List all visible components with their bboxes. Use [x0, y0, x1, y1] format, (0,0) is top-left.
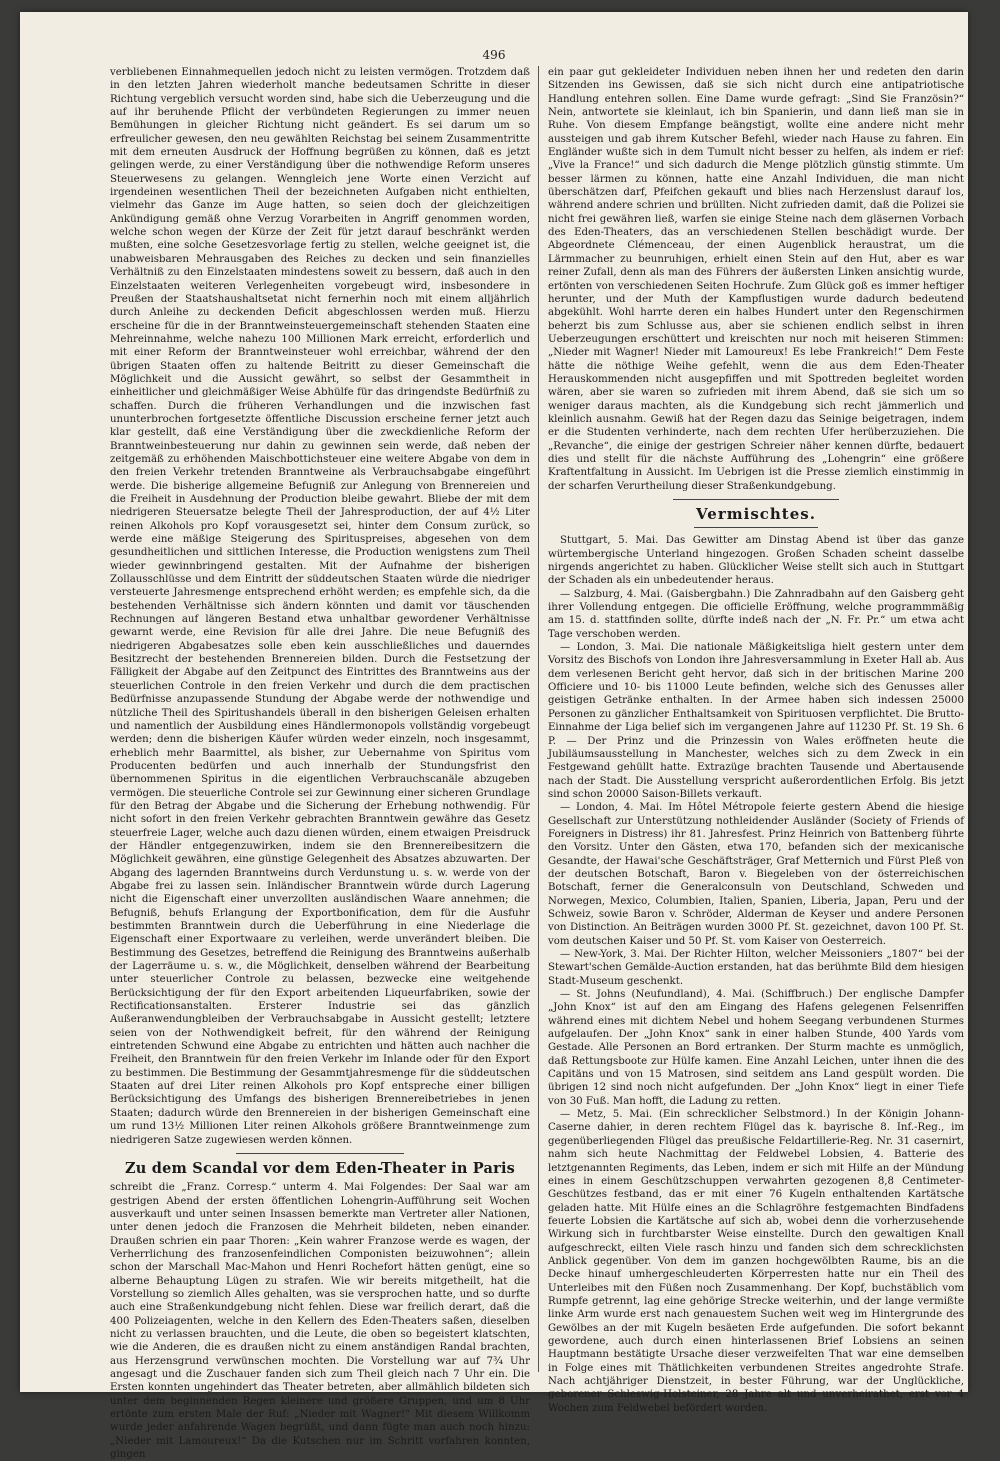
news-item: — St. Johns (Neufundland), 4. Mai. (Schiffbruch.) Der englische Dampfer „John Knox“ ist auf den am Eingang des Hafens gelegenen Felsenriffen während eines mit dichtem Nebel und hohem Seegang verbundenen Sturmes aufgelaufen. Der „John Knox“ sank in einer halben Stunde, 400 Yards vom Gestade. Alle Personen an Bord ertranken. Der Sturm machte es unmöglich, daß Rettungsboote zur Hülfe kamen. Eine Anzahl Leichen, unter ihnen die des Capitäns und von 15 Matrosen, sind seitdem ans Land gespült worden. Die übrigen 12 sind noch nicht aufgefunden. Der „John Knox“ liegt in einer Tiefe von 30 Fuß. Man hofft, die Ladung zu retten.	[548, 989, 964, 1107]
news-item: — London, 4. Mai. Im Hôtel Métropole feierte gestern Abend die hiesige Gesellschaft zur Unterstützung nothleidender Ausländer (Society of Friends of Foreigners in Distress) ihr 81. Jahresfest. Prinz Heinrich von Battenberg führte den Vorsitz. Unter den Gästen, etwa 170, befanden sich der mexicanische Gesandte, der Hawai'sche Geschäftsträger, Graf Metternich und Fürst Pleß von der deutschen Botschaft, Baron v. Biegeleben von der österreichischen Botschaft, ferner die Generalconsuln von Deutschland, Schweden und Norwegen, Mexico, Columbien, Italien, Spanien, Liberia, Japan, Peru und der Schweiz, sowie Baron v. Schröder, Alderman de Keyser und andere Personen von Distinction. An Beiträgen wurden 3000 Pf. St. gezeichnet, davon 100 Pf. St. vom deutschen Kaiser und 50 Pf. St. vom Kaiser von Oesterreich.	[548, 802, 964, 947]
news-item: Stuttgart, 5. Mai. Das Gewitter am Dinstag Abend ist über das ganze würtembergische Unterland hingezogen. Großen Schaden scheint dasselbe nirgends angerichtet zu haben. Glücklicher Weise stellt sich auch in Stuttgart der Schaden als ein unbedeutender heraus.	[548, 535, 964, 587]
news-item: — London, 3. Mai. Die nationale Mäßigkeitsliga hielt gestern unter dem Vorsitz des Bischofs von London ihre Jahresversammlung in Exeter Hall ab. Aus dem verlesenen Bericht geht hervor, daß sich in der britischen Marine 200 Officiere und 10- bis 11000 Leute befinden, welche sich des Genusses aller geistigen Getränke enthalten. In der Armee haben sich indessen 25000 Personen zu gänzlicher Enthaltsamkeit von Spirituosen verpflichtet. Die Brutto-Einnahme der Liga belief sich im vergangenen Jahre auf 11230 Pf. St. 19 Sh. 6 P. — Der Prinz und die Prinzessin von Wales eröffneten heute die Jubiläumsausstellung in Manchester, welches sich zu dem Zweck in ein Festgewand gehüllt hatte. Extrazüge brachten Tausende und Abertausende nach der Stadt. Die Ausstellung verspricht außerordentlichen Erfolg. Bis jetzt sind schon 20000 Saison-Billets verkauft.	[548, 642, 964, 800]
section-divider	[236, 1153, 404, 1154]
page-number: 496	[482, 48, 506, 62]
article-eden-theater-continued: ein paar gut gekleideter Individuen neben ihnen her und redeten den darin Sitzenden ins Gewissen, daß sie sich nicht durch eine antipatriotische Handlung entehren sollen. Eine Dame wurde gefragt: „Sind Sie Französin?“ Nein, antwortete sie kleinlaut, ich bin Spanierin, und dann ließ man sie in Ruhe. Von diesem Empfange beängstigt, wollte eine andere nicht mehr aussteigen und gab ihrem Kutscher Befehl, wieder nach Hause zu fahren. Ein Engländer wußte sich in dem Tumult nicht besser zu helfen, als indem er rief: „Vive la France!“ und sich dadurch die Menge plötzlich günstig stimmte. Um besser lärmen zu können, hatte eine Anzahl Individuen, die man nicht überschätzen darf, Pfeifchen gekauft und blies nach Herzenslust darauf los, während andere schrien und brüllten. Nicht zufrieden damit, daß die Polizei sie nicht frei gewähren ließ, warfen sie einige Steine nach dem gläsernen Vorbach des Eden-Theaters, das an verschiedenen Stellen beschädigt wurde. Der Abgeordnete Clémenceau, der einen Augenblick heraustrat, um die Lärmmacher zu beunruhigen, erhielt einen Stein auf den Hut, aber es war reiner Zufall, denn als man des Führers der äußersten Linken ansichtig wurde, ertönten von verschiedenen Seiten Hochrufe. Zum Glück goß es immer heftiger herunter, und der Muth der Kampflustigen wurde dadurch bedeutend abgekühlt. Wohl harrte deren ein halbes Hundert unter den Regenschirmen beherzt bis zum Schlusse aus, aber sie schienen endlich selbst in ihren Ueberzeugungen erschüttert und kreischten nur noch mit heiseren Stimmen: „Nieder mit Wagner! Nieder mit Lamoureux! Es lebe Frankreich!“ Dem Feste hätte die nöthige Weihe gefehlt, wenn die aus dem Eden-Theater Herauskommenden nicht ausgepfiffen und mit Spottreden begleitet worden wären, aber sie waren so zufrieden mit ihrem Abend, daß sie sich um so weniger daraus machten, als die Kundgebung sich recht jämmerlich und kleinlich ausnahm. Gewiß hat der Regen dazu das Seinige beigetragen, indem er die Studenten verhinderte, nach dem rechten Ufer herüberzuziehen. Die „Revanche“, die einige der gestrigen Schreier näher kennen dürfte, bedauert dies und stellt für die nächste Aufführung des „Lohengrin“ eine größere Kraftentfaltung in Aussicht. Im Uebrigen ist die Presse ziemlich einstimmig in der scharfen Verurtheilung dieser Straßenkundgebung.	[548, 67, 964, 492]
right-column	[548, 66, 964, 1414]
news-item: — Salzburg, 4. Mai. (Gaisbergbahn.) Die Zahnradbahn auf den Gaisberg geht ihrer Vollendung entgegen. Die officielle Eröffnung, welche programmmäßig am 15. d. stattfinden sollte, dürfte indeß nach der „N. Fr. Pr.“ um etwa acht Tage verschoben werden.	[548, 588, 964, 640]
newspaper-page	[20, 12, 968, 1461]
heading-eden-theater: Zu dem Scandal vor dem Eden-Theater in Paris	[124, 1159, 516, 1177]
section-divider	[673, 499, 839, 500]
news-item: — Metz, 5. Mai. (Ein schrecklicher Selbstmord.) In der Königin Johann-Caserne dahier, in deren rechtem Flügel das k. bayrische 8. Inf.-Reg., im gegenüberliegenden Flügel das preußische Feldartillerie-Reg. Nr. 31 casernirt, nahm sich heute Nachmittag der Feldwebel Lobsien, 4. Batterie des letztgenannten Regiments, das Leben, indem er sich mit Hilfe an der Mündung eines in einem Geschützschuppen verwahrten gezogenen 8,8 Centimeter-Geschützes festband, das er mit einer 76 Kugeln enthaltenden Kartätsche geladen hatte. Mit Hülfe eines an die Schlagröhre festgemachten Bindfadens feuerte Lobsien die Kartätsche auf sich ab, wobei denn die vorherzusehende Wirkung sich in furchtbarster Weise einstellte. Durch den gewaltigen Knall aufgeschreckt, eilten Viele rasch hinzu und fanden sich dem schrecklichsten Anblick gegenüber. Von dem im ganzen hochgewölbten Raume, bis an die Decke hinauf umhergeschleuderten Körperresten hatte nur ein Theil des Unterleibes mit den Füßen noch Zusammenhang. Der Kopf, buchstäblich vom Rumpfe getrennt, lag eine gehörige Strecke weiterhin, und der lange vermißte linke Arm wurde erst nach genauestem Suchen weit weg im Hintergrunde des Gewölbes an der mit Kugeln besäeten Erde aufgefunden. Die sofort bekannt gewordene, auch durch einen hinterlassenen Brief Lobsiens an seinen Hauptmann bestätigte Ursache dieser verzweifelten That war eine demselben in Folge eines mit Thätlichkeiten verbundenen Streites angedrohte Strafe. Nach achtjähriger Dienstzeit, in bester Führung, war der Unglückliche, geborener Schleswig-Holsteiner, 28 Jahre alt und unverheirathet, erst vor 4 Wochen zum Feldwebel befördert worden.	[548, 1109, 964, 1414]
left-column	[110, 66, 530, 1461]
heading-vermischtes: Vermischtes.	[696, 505, 816, 523]
article-eden-theater: schreibt die „Franz. Corresp.“ unterm 4. Mai Folgendes: Der Saal war am gestrigen Abend der ersten öffentlichen Lohengrin-Aufführung seit Wochen ausverkauft und unter seinen Insassen bemerkte man Vertreter aller Nationen, unter denen jedoch die Franzosen die Mehrheit bildeten, neben einander. Draußen schrien ein paar Thoren: „Kein wahrer Franzose werde es wagen, der Verherrlichung des franzosenfeindlichen Componisten beizuwohnen“; allein schon der Marschall Mac-Mahon und Henri Rochefort hätten genügt, eine so alberne Behauptung Lügen zu strafen. Wie wir bereits mitgetheilt, hat die Vorstellung so ziemlich Alles gehalten, was sie versprochen hatte, und so durfte auch eine Straßenkundgebung nicht fehlen. Diese war freilich derart, daß die 400 Polizeiagenten, welche in den Kellern des Eden-Theaters saßen, dieselben nicht zu verlassen brauchten, und die Leute, die oben so begeistert klatschten, wie die Anderen, die es draußen nicht zu einem anständigen Randal brachten, aus Herzensgrund verwünschen mochten. Die Vorstellung war auf 7¾ Uhr angesagt und die Zuschauer fanden sich zum Theil gleich nach 7 Uhr ein. Die Ersten konnten ungehindert das Theater betreten, aber allmählich bildeten sich unter dem beginnenden Regen kleinere und größere Gruppen, und um 8 Uhr ertönte zum ersten Male der Ruf: „Nieder mit Wagner!“ Mit diesem Willkomm wurde jeder anfahrende Wagen begrüßt, und dann fügte man auch noch hinzu: „Nieder mit Lamoureux!“ Da die Kutschen nur im Schritt vorfahren konnten, gingen	[110, 1182, 530, 1461]
section-divider	[694, 527, 819, 528]
news-item: — New-York, 3. Mai. Der Richter Hilton, welcher Meissoniers „1807“ bei der Stewart'schen Gemälde-Auction erstanden, hat das berühmte Bild dem hiesigen Stadt-Museum geschenkt.	[548, 949, 964, 987]
article-tax-reform: verbliebenen Einnahmequellen jedoch nicht zu leisten vermögen. Trotzdem daß in den letzten Jahren wiederholt manche bedeutsamen Schritte in dieser Richtung vergeblich versucht worden sind, habe sich die Ueberzeugung und die auf ihr beruhende Pflicht der verbündeten Regierungen zu immer neuen Bemühungen in gleicher Richtung nicht geändert. Es sei darum um so erfreulicher gewesen, den neu gewählten Reichstag bei seinem Zusammentritte mit dem erneuten Ausdruck der Hoffnung begrüßen zu können, daß es jetzt gelingen werde, zu einer Verständigung über die nothwendige Reform unseres Steuerwesens zu gelangen. Wenngleich jene Worte einen Verzicht auf irgendeinen wesentlichen Theil der bezeichneten Aufgaben nicht enthielten, vielmehr das Ganze im Auge hatten, so seien doch der gleichzeitigen Ankündigung gemäß ohne Verzug Vorarbeiten in Angriff genommen worden, welche schon wegen der Kürze der Zeit für jetzt darauf beschränkt werden mußten, eine solche Gesetzesvorlage fertig zu stellen, welche geeignet ist, die unabweisbaren Mehrausgaben des Reiches zu decken und sein finanzielles Verhältniß zu den Einzelstaaten mindestens soweit zu bessern, daß auch in den Einzelstaaten weiteren Verlegenheiten vorgebeugt wird, insbesondere in Preußen der Staatshaushaltsetat nicht fernerhin noch mit einem alljährlich durch Anleihe zu deckenden Deficit abgeschlossen werden muß. Hierzu erscheine für die in der Branntweinsteuergemeinschaft stehenden Staaten eine Mehreinnahme, welche nahezu 100 Millionen Mark erreicht, erforderlich und mit einer Reform der Branntweinsteuer wohl erreichbar, während der den übrigen Staaten offen zu haltende Beitritt zu dieser Gemeinschaft die Möglichkeit und die Aussicht gewährt, so selbst der Gesammtheit in einheitlicher und gleichmäßiger Weise Abhülfe für das dringendste Bedürfniß zu schaffen. Durch die früheren Verhandlungen und die inzwischen fast ununterbrochen fortgesetzte öffentliche Discussion erscheine ferner jetzt auch klar gestellt, daß eine Verständigung über die zweckdienliche Reform der Branntweinbesteuerung nur dahin zu gewinnen sein werde, daß neben der zeitgemäß zu erhöhenden Maischbottichsteuer eine weitere Abgabe von dem in den freien Verkehr tretenden Branntweine als Verbrauchsabgabe eingeführt werde. Die bisherige allgemeine Befugniß zur Anlegung von Brennereien und die Freiheit in Ausdehnung der Production bleibe gewahrt. Bliebe der mit dem niedrigeren Steuersatze belegte Theil der Jahresproduction, der auf 4½ Liter reinen Alkohols pro Kopf vorausgesetzt sei, hinter dem Consum zurück, so werde eine mäßige Steigerung des Spirituspreises, abgesehen von dem gesundheitlichen und sittlichen Interesse, die Production wenigstens zum Theil wieder gewinnbringend gestalten. Mit der Aufnahme der bisherigen Zollausschlüsse und dem Eintritt der süddeutschen Staaten würde die niedriger versteuerte Jahresmenge entsprechend erhöht werden; es empfehle sich, da die bestehenden Verhältnisse sich ändern könnten und damit vor täuschenden Rechnungen auf längeren Bestand etwa unhaltbar gewordener Verhältnisse gewarnt werde, eine Revision für alle drei Jahre. Die neue Befugniß des niedrigeren Abgabesatzes solle eben kein ausschließliches und dauerndes Besitzrecht der bestehenden Brennereien bilden. Durch die Festsetzung der Fälligkeit der Abgabe auf den Zeitpunct des Eintrittes des Branntweins aus der steuerlichen Controle in den freien Verkehr und durch die dem practischen Bedürfnisse anzupassende Stundung der Abgabe werde der nothwendige und nützliche Theil des Spiritushandels überall in den bisherigen Geleisen erhalten und namentlich der Ausbildung eines Händlermonopols vollständig vorgebeugt werden; denn die bisherigen Käufer würden weder einzeln, noch insgesammt, erheblich mehr Baarmittel, als bisher, zur Uebernahme von Spiritus vom Producenten bedürfen und auch innerhalb der Stundungsfrist den übernommenen Spiritus in die eigentlichen Verbrauchscanäle abzugeben vermögen. Die steuerliche Controle sei zur Gewinnung einer sicheren Grundlage für den Betrag der Abgabe und die Sicherung der Erhebung nothwendig. Für nicht sofort in den freien Verkehr gebrachten Branntwein gewähre das Gesetz steuerfreie Lager, welche auch dazu dienen würden, einem etwaigen Preisdruck der Händler entgegenzuwirken, indem sie den Brennereibesitzern die Möglichkeit gewähren, eine günstige Gelegenheit des Absatzes abzuwarten. Der Abgang des lagernden Branntweins durch Verdunstung u. s. w. werde von der Abgabe frei zu lassen sein. Inländischer Branntwein würde durch Lagerung nicht die Eigenschaft einer unverzollten ausländischen Waare annehmen; die Befugniß, behufs Erlangung der Exportbonification, dem für die Ausfuhr bestimmten Branntwein durch die Ueberführung in eine Niederlage die Eigenschaft einer Exportwaare zu verleihen, werde unverändert bleiben. Die Bestimmung des Gesetzes, betreffend die Reinigung des Branntweins außerhalb der Lagerräume u. s. w., die Möglichkeit, denselben während der Bearbeitung unter steuerlicher Controle zu belassen, bezwecke eine weitgehende Berücksichtigung der für den Export arbeitenden Liqueurfabriken, sowie der Rectificationsanstalten. Ersterer Industrie sei das gänzlich Außeranwendungbleiben der Verbrauchsabgabe in Aussicht gestellt; letztere seien von der Nothwendigkeit befreit, für den während der Reinigung eintretenden Schwund eine Abgabe zu entrichten und hätten auch nachher die Freiheit, den Branntwein für den freien Verkehr im Inlande oder für den Export zu bestimmen. Die Bestimmung der Gesammtjahresmenge für die süddeutschen Staaten auf drei Liter reinen Alkohols pro Kopf entspreche einer billigen Berücksichtigung des Umfangs des bisherigen Brennereibetriebes in jenen Staaten; dadurch würde den Brennereien in der bisherigen Gemeinschaft eine um rund 13½ Millionen Liter reinen Alkohols größere Branntweinmenge zum niedrigeren Satze zugewiesen werden können.	[110, 67, 530, 1146]
column-rule	[538, 66, 539, 1372]
